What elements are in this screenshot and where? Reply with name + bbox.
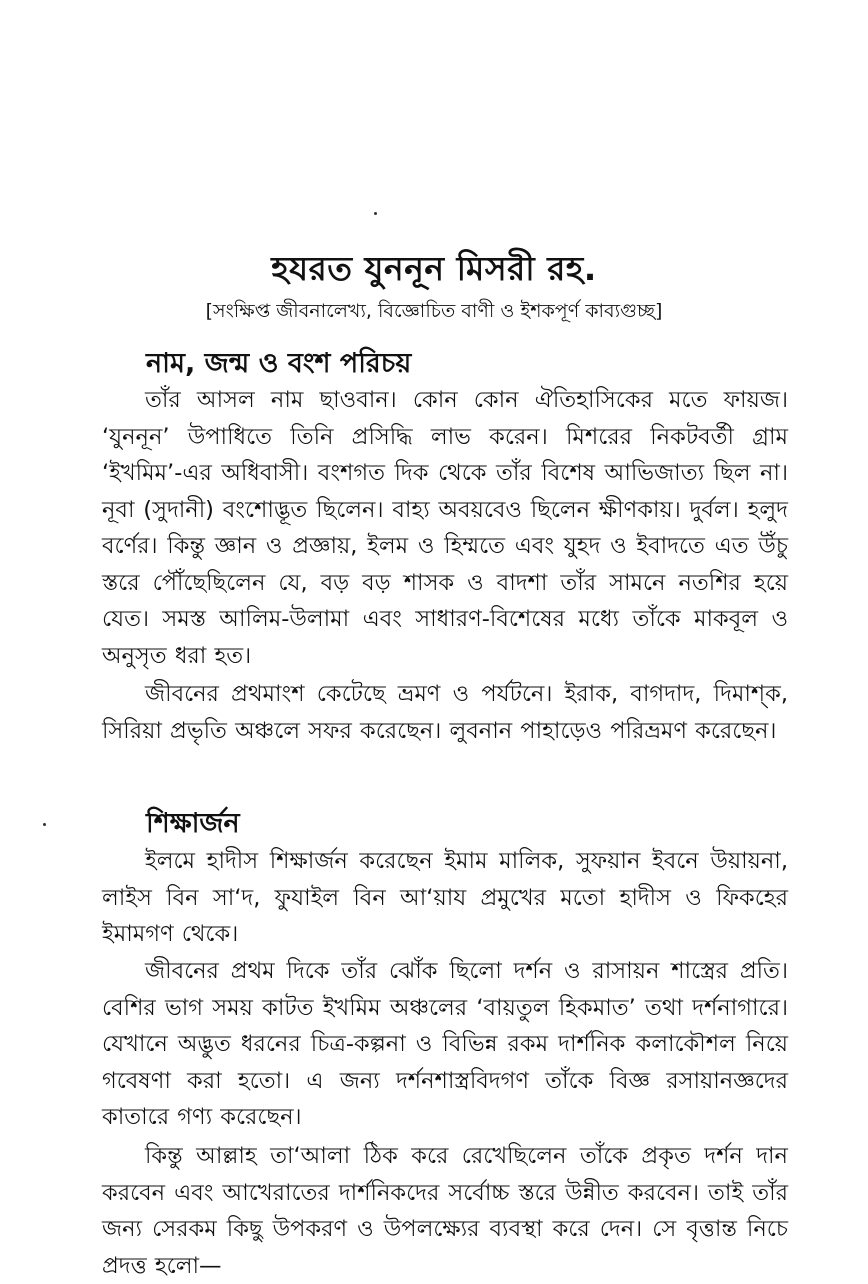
print-speck	[374, 212, 377, 215]
section-heading-name-birth-lineage: নাম, জন্ম ও বংশ পরিচয়	[146, 348, 412, 379]
print-speck	[43, 823, 46, 826]
paragraph: জীবনের প্রথম দিকে তাঁর ঝোঁক ছিলো দর্শন ও রাসায়ন শাস্ত্রের প্রতি। বেশির ভাগ সময় কাটত ইখমিম অঞ্চলের ‘বায়তুল হিকমাত’ তথা দর্শনাগারে। যেখানে অদ্ভুত ধরনের চিত্র-কল্পনা ও বিভিন্ন রকম দার্শনিক কলাকৌশল নিয়ে গবেষণা করা হতো। এ জন্য দর্শনশাস্ত্রবিদগণ তাঁকে বিজ্ঞ রসায়ানজ্ঞদের কাতারে গণ্য করেছেন।	[102, 958, 788, 1130]
page-subtitle: [সংক্ষিপ্ত জীবনালেখ্য, বিজ্ঞোচিত বাণী ও ইশকপূর্ণ কাব্যগুচ্ছ]	[205, 300, 663, 322]
paragraph: তাঁর আসল নাম ছাওবান। কোন কোন ঐতিহাসিকের মতে ফায়জ। ‘যুননূন’ উপাধিতে তিনি প্রসিদ্ধি লাভ করেন। মিশরের নিকটবর্তী গ্রাম ‘ইখমিম’-এর অধিবাসী। বংশগত দিক থেকে তাঁর বিশেষ আভিজাত্য ছিল না। নূবা (সুদানী) বংশোদ্ভূত ছিলেন। বাহ্য অবয়বেও ছিলেন ক্ষীণকায়। দুর্বল। হলুদ বর্ণের। কিন্তু জ্ঞান ও প্রজ্ঞায়, ইলম ও হিম্মতে এবং যুহদ ও ইবাদতে এত উঁচু স্তরে পৌঁছেছিলেন যে, বড় বড় শাসক ও বাদশা তাঁর সামনে নতশির হয়ে যেত। সমস্ত আলিম-উলামা এবং সাধারণ-বিশেষের মধ্যে তাঁকে মাকবূল ও অনুসৃত ধরা হত।	[102, 387, 789, 669]
paragraph: কিন্তু আল্লাহ তা‘আলা ঠিক করে রেখেছিলেন তাঁকে প্রকৃত দর্শন দান করবেন এবং আখেরাতের দার্শনিকদের সর্বোচ্চ স্তরে উন্নীত করবেন। তাই তাঁর জন্য সেরকম কিছু উপকরণ ও উপলক্ষ্যের ব্যবস্থা করে দেন। সে বৃত্তান্ত নিচে প্রদত্ত হলো—	[102, 1143, 788, 1279]
section-heading-education: শিক্ষার্জন	[146, 808, 240, 839]
paragraph: ইলমে হাদীস শিক্ষার্জন করেছেন ইমাম মালিক, সুফয়ান ইবনে উয়ায়না, লাইস বিন সা‘দ, ফুযাইল বিন আ‘য়ায প্রমুখের মতো হাদীস ও ফিকহের ইমামগণ থেকে।	[102, 848, 788, 947]
page-title: হযরত যুননূন মিসরী রহ.	[271, 249, 597, 288]
paragraph: জীবনের প্রথমাংশ কেটেছে ভ্রমণ ও পর্যটনে। ইরাক, বাগদাদ, দিমাশ্‌ক, সিরিয়া প্রভৃতি অঞ্চলে সফর করেছেন। লুবনান পাহাড়েও পরিভ্রমণ করেছেন।	[102, 681, 788, 744]
